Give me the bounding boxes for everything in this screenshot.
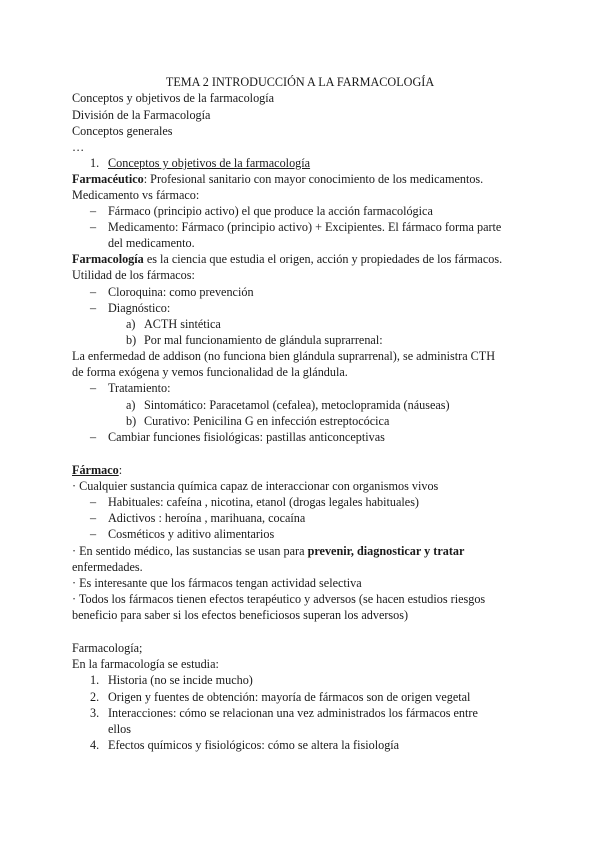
- sub-item: Por mal funcionamiento de glándula suprarrenal:: [144, 333, 383, 347]
- list-item: Medicamento: Fármaco (principio activo) + Excipientes. El fármaco forma parte: [108, 220, 502, 234]
- farmaco-term: Fármaco: [72, 463, 119, 477]
- section-number: 1.: [90, 156, 100, 170]
- list-item: Efectos químicos y fisiológicos: cómo se altera la fisiología: [108, 738, 400, 752]
- paragraph-line: [72, 543, 464, 559]
- list-item: Cloroquina: como prevención: [108, 285, 254, 299]
- paragraph-line: En la farmacología se estudia:: [72, 657, 219, 671]
- sub-item: Curativo: Penicilina G en infección estreptocócica: [144, 414, 390, 428]
- paragraph-line: · Es interesante que los fármacos tengan actividad selectiva: [72, 576, 362, 590]
- dash-marker: –: [90, 220, 97, 234]
- paragraph-line: · Cualquier sustancia química capaz de interaccionar con organismos vivos: [72, 479, 439, 493]
- list-item: Cosméticos y aditivo alimentarios: [108, 527, 275, 541]
- farmacologia-term: Farmacología: [72, 252, 144, 266]
- section-heading: Conceptos y objetivos de la farmacología: [108, 156, 311, 170]
- list-item: Tratamiento:: [108, 381, 171, 395]
- paragraph-line: enfermedades.: [72, 560, 143, 574]
- list-number: 2.: [90, 690, 100, 704]
- farmacologia-definition: es la ciencia que estudia el origen, acción y propiedades de los fármacos.: [143, 252, 503, 266]
- utilidad-heading: Utilidad de los fármacos:: [72, 268, 195, 282]
- index-line: División de la Farmacología: [72, 108, 211, 122]
- dash-marker: –: [90, 527, 97, 541]
- list-item: Interacciones: cómo se relacionan una vez administrados los fármacos entre: [108, 706, 478, 720]
- farmacologia-def-line: [72, 251, 502, 267]
- list-item: Cambiar funciones fisiológicas: pastillas anticonceptivas: [108, 430, 385, 444]
- index-line: Conceptos generales: [72, 124, 173, 138]
- page-title: TEMA 2 INTRODUCCIÓN A LA FARMACOLOGÍA: [165, 75, 435, 89]
- list-item-continuation: del medicamento.: [108, 236, 195, 250]
- medicamento-heading: Medicamento vs fármaco:: [72, 188, 200, 202]
- list-item: Habituales: cafeína , nicotina, etanol (drogas legales habituales): [108, 495, 419, 509]
- index-line: …: [72, 140, 85, 154]
- dash-marker: –: [90, 285, 97, 299]
- sub-marker: b): [126, 414, 137, 428]
- dash-marker: –: [90, 495, 97, 509]
- index-line: Conceptos y objetivos de la farmacología: [72, 91, 275, 105]
- list-item: Diagnóstico:: [108, 301, 171, 315]
- sub-item: Sintomático: Paracetamol (cefalea), metoclopramida (náuseas): [144, 398, 450, 412]
- list-number: 3.: [90, 706, 100, 720]
- list-item: Origen y fuentes de obtención: mayoría de fármacos son de origen vegetal: [108, 690, 471, 704]
- sub-marker: a): [126, 317, 136, 331]
- paragraph-line: de forma exógena y vemos funcionalidad de la glándula.: [72, 365, 348, 379]
- farmaceutico-definition: : Profesional sanitario con mayor conocimiento de los medicamentos.: [143, 172, 484, 186]
- dash-marker: –: [90, 430, 97, 444]
- dash-marker: –: [90, 381, 97, 395]
- list-number: 4.: [90, 738, 100, 752]
- paragraph-line: beneficio para saber si los efectos beneficiosos superan los adversos): [72, 608, 409, 622]
- medico-bold-text: prevenir, diagnosticar y tratar: [307, 544, 465, 558]
- medico-text: · En sentido médico, las sustancias se usan para: [72, 544, 308, 558]
- list-item: Fármaco (principio activo) el que produce la acción farmacológica: [108, 204, 433, 218]
- farmaceutico-line: [72, 171, 483, 187]
- sub-item: ACTH sintética: [144, 317, 221, 331]
- list-item: Adictivos : heroína , marihuana, cocaína: [108, 511, 306, 525]
- list-number: 1.: [90, 673, 100, 687]
- list-item: Historia (no se incide mucho): [108, 673, 253, 687]
- paragraph-line: · Todos los fármacos tienen efectos terapéutico y adversos (se hacen estudios riesgos: [72, 592, 486, 606]
- dash-marker: –: [90, 511, 97, 525]
- farmaco-heading-line: [72, 462, 122, 478]
- farmacologia-heading: Farmacología;: [72, 641, 143, 655]
- list-item-continuation: ellos: [108, 722, 132, 736]
- sub-marker: a): [126, 398, 136, 412]
- farmaceutico-term: Farmacéutico: [72, 172, 144, 186]
- dash-marker: –: [90, 301, 97, 315]
- farmaco-colon: :: [118, 463, 123, 477]
- dash-marker: –: [90, 204, 97, 218]
- sub-marker: b): [126, 333, 137, 347]
- paragraph-line: La enfermedad de addison (no funciona bien glándula suprarrenal), se administra CTH: [72, 349, 496, 363]
